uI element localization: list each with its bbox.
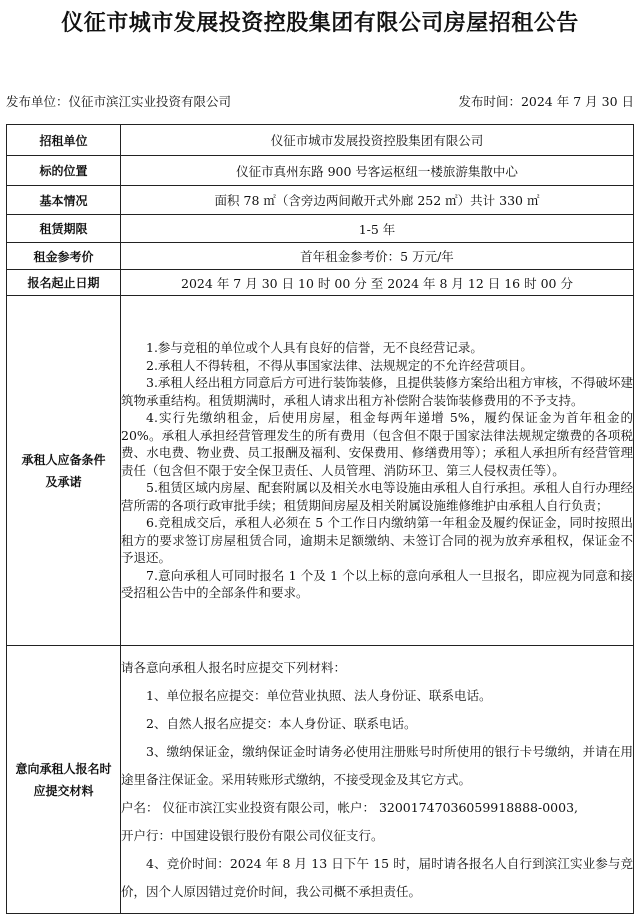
- row-value: 首年租金参考价：5 万元/年: [121, 243, 634, 270]
- page-title: 仪征市城市发展投资控股集团有限公司房屋招租公告: [61, 11, 579, 36]
- table-row: [7, 125, 634, 156]
- row-label: 租金参考价: [7, 243, 121, 270]
- condition-item: 5.租赁区域内房屋、配套附属以及相关水电等设施由承租人自行承担。承租人自行办理经营所需的各项行政审批手续；租赁期间房屋及相关附属设施维修维护由承租人自行负责；: [121, 480, 633, 513]
- bank-info: 开户行：中国建设银行股份有限公司仪征支行。: [121, 827, 384, 843]
- table-row: [7, 243, 634, 270]
- row-value: 1-5 年: [121, 215, 634, 243]
- material-item: 4、竞价时间：2024 年 8 月 13 日下午 15 时，届时请各报名人自行到滨江实业参与竞价，因个人原因错过竞价时间，我公司概不承担责任。: [121, 855, 633, 899]
- row-label: 租赁期限: [7, 215, 121, 243]
- table-row: [7, 270, 634, 296]
- table-row: [7, 156, 634, 186]
- conditions-label: [7, 296, 121, 646]
- condition-item: 6.竞租成交后，承租人必须在 5 个工作日内缴纳第一年租金及履约保证金，同时按照出租方的要求签订房屋租赁合同，逾期未足额缴纳、未签订合同的视为放弃承租权，保证金不予退还。: [121, 515, 633, 566]
- condition-item: 1.参与竞租的单位或个人具有良好的信誉，无不良经营记录。: [146, 340, 483, 356]
- material-item: 1、单位报名应提交：单位营业执照、法人身份证、联系电话。: [146, 687, 492, 703]
- table-row: [7, 186, 634, 215]
- row-label: 招租单位: [7, 125, 121, 156]
- row-value: 面积 78 ㎡（含旁边两间敞开式外廊 252 ㎡）共计 330 ㎡: [121, 186, 634, 215]
- label-line: 承租人应备条件: [21, 452, 106, 467]
- row-label: 基本情况: [7, 186, 121, 215]
- publisher-info: 发布单位：仪征市滨江实业投资有限公司: [6, 94, 232, 109]
- label-line: 意向承租人报名时: [15, 761, 112, 776]
- account-info: 户名： 仪征市滨江实业投资有限公司，帐户： 32001747036059918888-0003,: [121, 799, 579, 815]
- row-value: 仪征市真州东路 900 号客运枢纽一楼旅游集散中心: [121, 156, 634, 186]
- table-row: [7, 215, 634, 243]
- material-item: 2、自然人报名应提交：本人身份证、联系电话。: [146, 715, 417, 731]
- materials-intro: 请各意向承租人报名时应提交下列材料：: [121, 659, 347, 675]
- materials-label: [7, 646, 121, 914]
- label-line: 及承诺: [45, 474, 82, 489]
- materials-row: [7, 646, 634, 914]
- row-value: 仪征市城市发展投资控股集团有限公司: [121, 125, 634, 156]
- condition-item: 4.实行先缴纳租金，后使用房屋，租金每两年递增 5%，履约保证金为首年租金的 20%。承租人承担经营管理发生的所有费用（包含但不限于国家法律法规规定缴费的各项税费、水电费、物业费、员工报酬及福利、安保费用、修缮费用等）；承租人承担所有经营管理责任（包含但不限于安全保卫责任、人员管理、消防环卫、第三人侵权责任等）。: [121, 410, 633, 478]
- publish-date: 发布时间：2024 年 7 月 30 日: [458, 94, 634, 109]
- condition-item: 2.承租人不得转租，不得从事国家法律、法规规定的不允许经营项目。: [146, 357, 533, 373]
- row-value: 2024 年 7 月 30 日 10 时 00 分 至 2024 年 8 月 12 日 16 时 00 分: [121, 270, 634, 296]
- label-line: 应提交材料: [33, 783, 94, 798]
- row-label: 报名起止日期: [7, 270, 121, 296]
- conditions-content: [121, 296, 634, 646]
- notice-table: [6, 124, 634, 914]
- materials-content: [121, 646, 634, 914]
- condition-item: 7.意向承租人可同时报名 1 个及 1 个以上标的意向承租人一旦报名，即应视为同意和接受招租公告中的全部条件和要求。: [121, 567, 633, 601]
- material-item: 3、缴纳保证金，缴纳保证金时请务必使用注册账号时所使用的银行卡号缴纳，并请在用途里备注保证金。采用转账形式缴纳，不接受现金及其它方式。: [121, 743, 633, 787]
- conditions-row: [7, 296, 634, 646]
- row-label: 标的位置: [7, 156, 121, 186]
- condition-item: 3.承租人经出租方同意后方可进行装饰装修，且提供装修方案给出租方审核，不得破坏建筑物承重结构。租赁期满时，承租人请求出租方补偿附合装饰装修费用的不予支持。: [121, 375, 633, 408]
